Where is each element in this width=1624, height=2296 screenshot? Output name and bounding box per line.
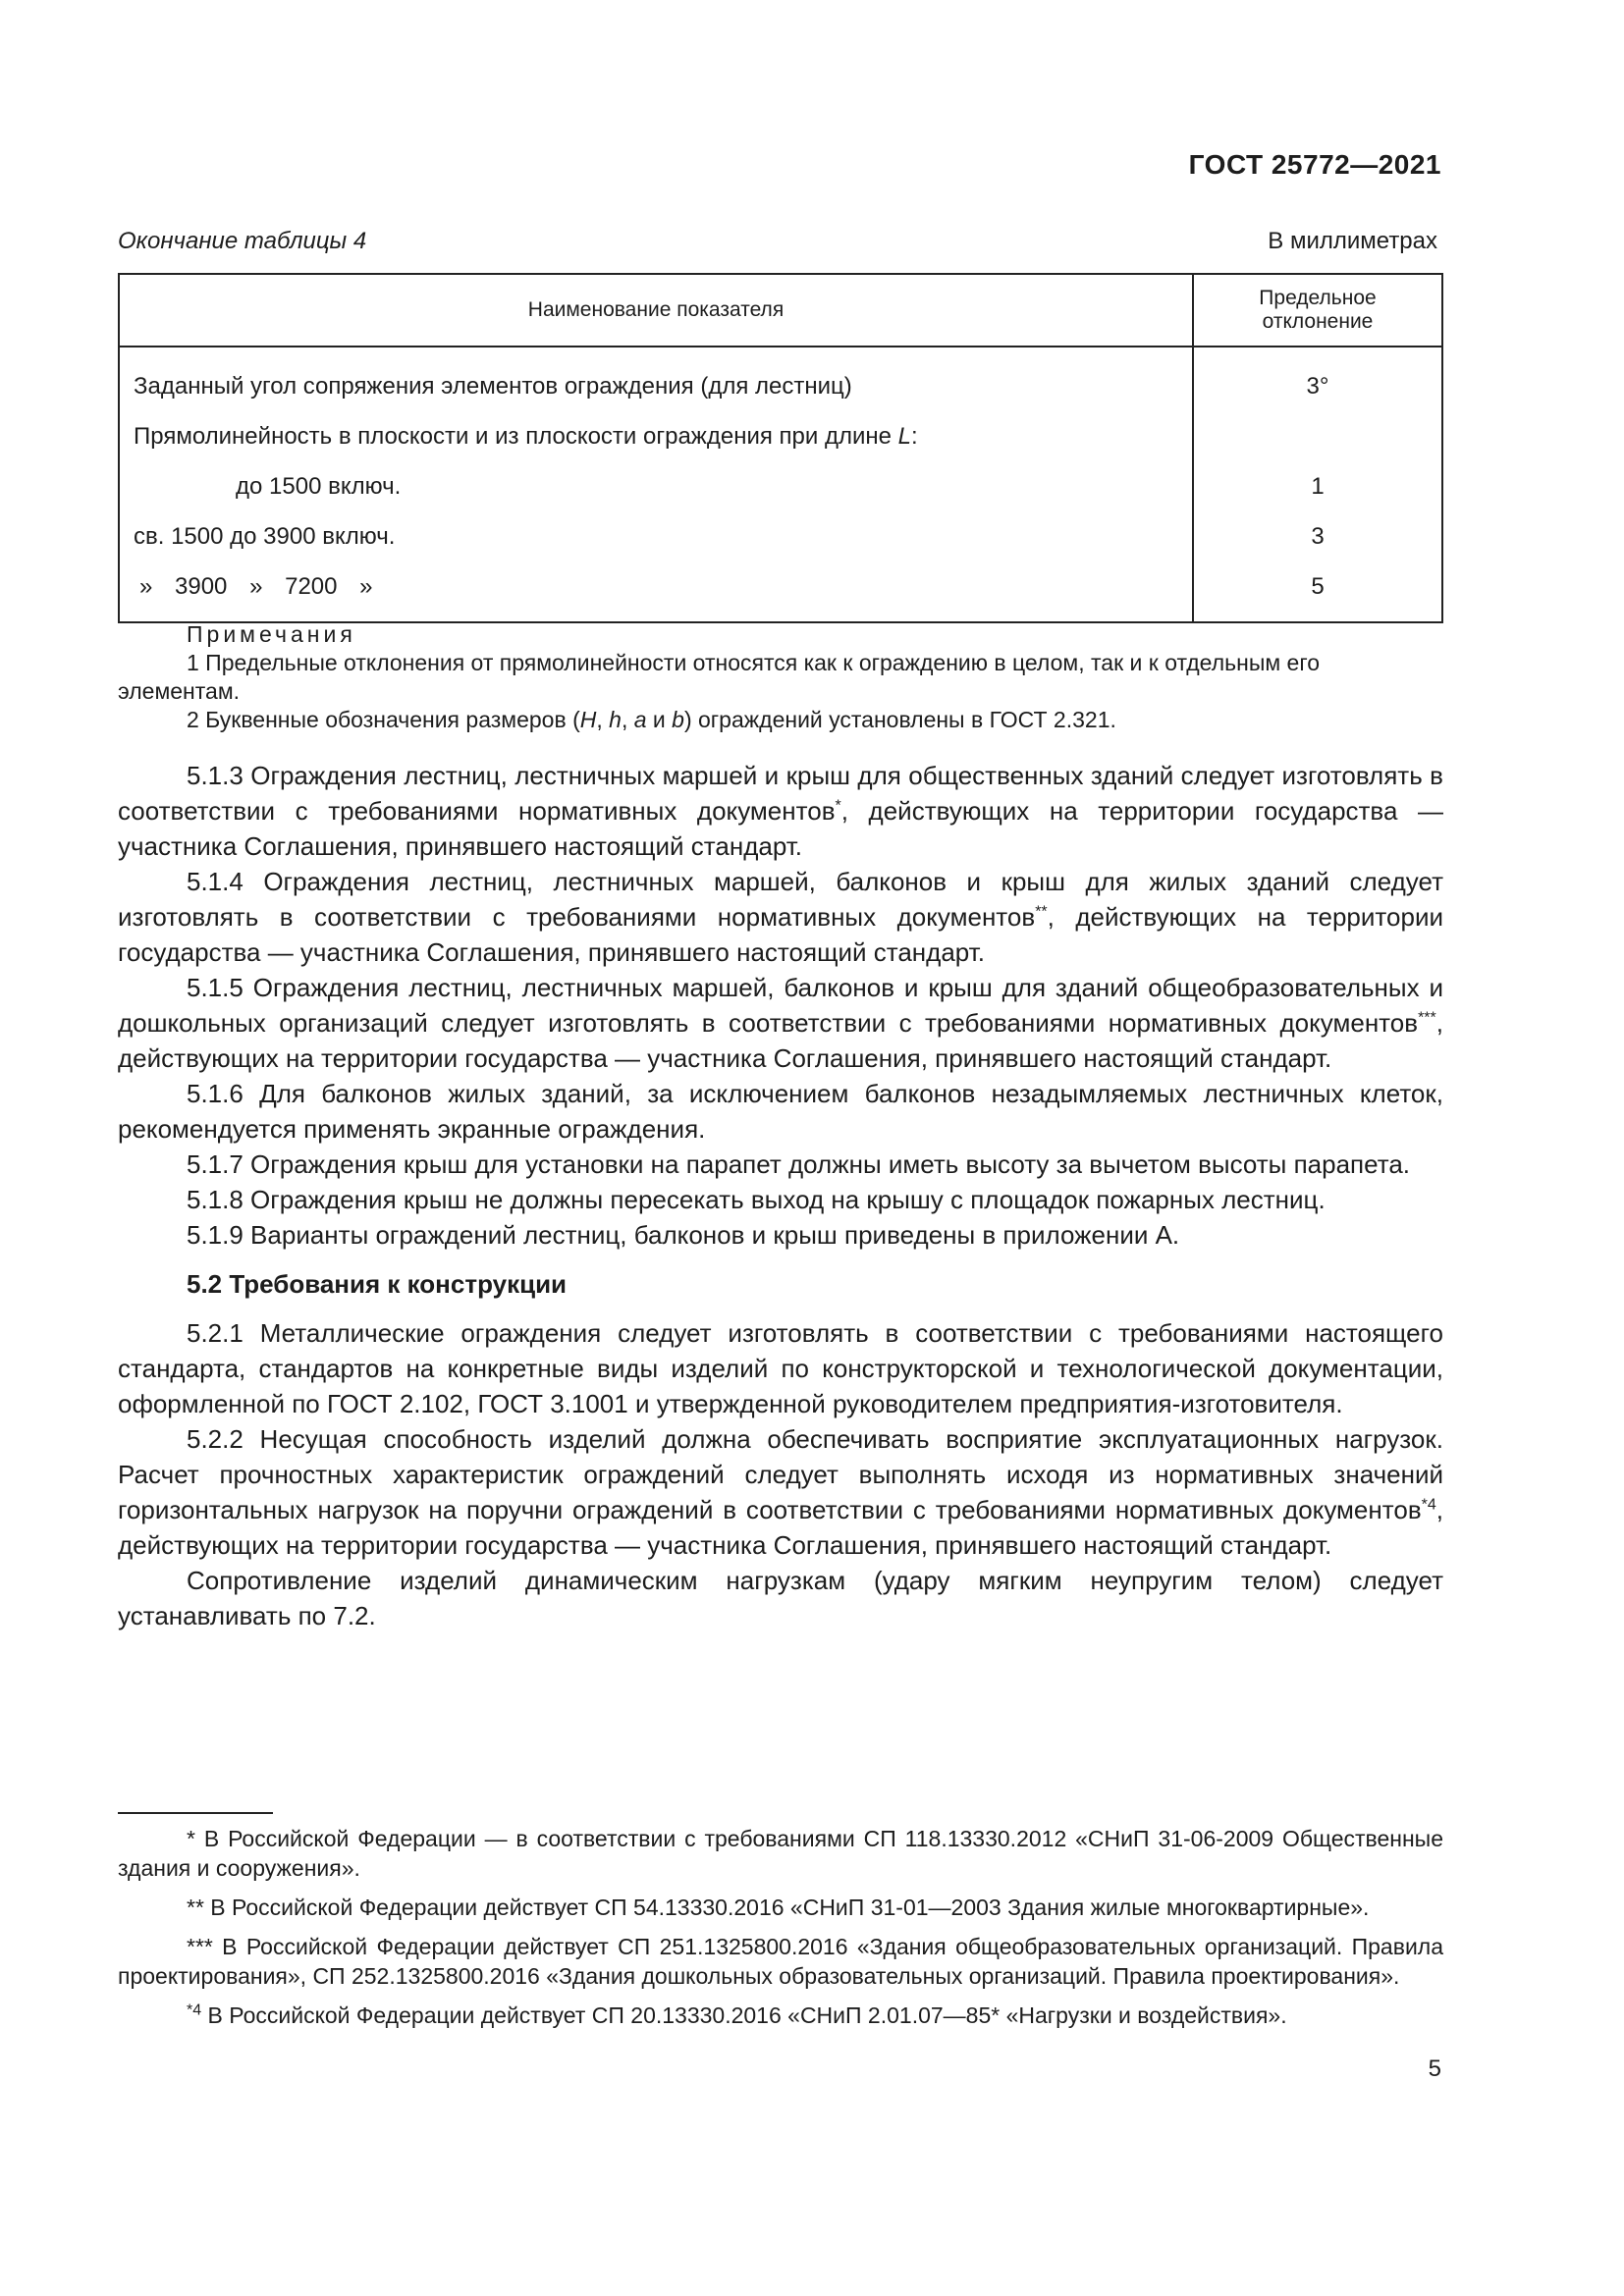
footnote: * В Российской Федерации — в соответствии с требованиями СП 118.13330.2012 «СНиП 31-06-2009 Общественные здания и сооружения». [118,1826,1443,1881]
note-2: 2 Буквенные обозначения размеров (H, h, a и b) ограждений установлены в ГОСТ 2.321. [187,707,1116,732]
tolerance-table [118,273,1443,623]
table-row [119,347,1442,411]
section-heading-5-2: 5.2 Требования к конструкции [187,1269,568,1299]
page-number: 5 [1428,2056,1441,2082]
indicator-cell: Заданный угол сопряжения элементов ограждения (для лестниц) [119,347,1193,411]
clause-5-1-8: 5.1.8 Ограждения крыш не должны пересекать выход на крышу с площадок пожарных лестниц. [187,1185,1326,1214]
clause-5-1-4: 5.1.4 Ограждения лестниц, лестничных маршей, балконов и крыш для жилых зданий следует изготовлять в соответствии с требованиями нормативных документов**, действующих на территории государства — участника Соглашения, принявшего настоящий стандарт. [118,867,1443,967]
footnote: $^{*4}$ В Российской Федерации действует СП 20.13330.2016 «СНиП 2.01.07—85* «Нагрузки и воздействия». [187,2002,1287,2028]
deviation-cell [1193,411,1442,461]
footnote: ** В Российской Федерации действует СП 54.13330.2016 «СНиП 31-01—2003 Здания жилые многоквартирные». [187,1895,1370,1920]
indicator-cell: Прямолинейность в плоскости и из плоскости ограждения при длине L: [119,411,1193,461]
table-notes [118,620,1443,734]
footnote-separator [118,1812,273,1814]
table-units: В миллиметрах [1268,228,1437,254]
clause-5-1-9: 5.1.9 Варианты ограждений лестниц, балконов и крыш приведены в приложении А. [187,1220,1180,1250]
clause-5-2-1: 5.2.1 Металлические ограждения следует изготовлять в соответствии с требованиями настоящего стандарта, стандартов на конкретные виды изделий по конструкторской и технологической документации, оформленной по ГОСТ 2.102, ГОСТ 3.1001 и утвержденной руководителем предприятия-изготовителя. [118,1318,1443,1418]
indicator-cell: св. 1500 до 3900 включ. [119,511,1193,561]
deviation-cell: 5 [1193,561,1442,622]
standard-code: ГОСТ 25772—2021 [1188,149,1441,180]
table-row [119,561,1442,622]
footnote: *** В Российской Федерации действует СП 251.1325800.2016 «Здания общеобразовательных организаций. Правила проектирования», СП 252.1325800.2016 «Здания дошкольных образовательных организаций. Правила проектирования». [118,1934,1443,1989]
clause-5-1-6: 5.1.6 Для балконов жилых зданий, за исключением балконов незадымляемых лестничных клеток, рекомендуется применять экранные ограждения. [118,1079,1443,1144]
clause-5-2-2: 5.2.2 Несущая способность изделий должна обеспечивать восприятие эксплуатационных нагрузок. Расчет прочностных характеристик ограждений следует выполнять исходя из нормативных значений горизонтальных нагрузок на поручни ограждений в соответствии с требованиями нормативных документов$^{*4}$, действующих на территории государства — участника Соглашения, принявшего настоящий стандарт. [118,1424,1443,1560]
table-row [119,411,1442,461]
table-caption: Окончание таблицы 4 [118,228,367,254]
notes-heading: Примечания [187,621,356,647]
footnotes [118,1824,1443,2040]
table-header-row [119,274,1442,347]
deviation-cell: 1 [1193,461,1442,511]
clause-5-2-2-paragraph-2: Сопротивление изделий динамическим нагрузкам (удару мягким неупругим телом) следует устанавливать по 7.2. [118,1566,1443,1630]
clause-5-1-5: 5.1.5 Ограждения лестниц, лестничных маршей, балконов и крыш для зданий общеобразовательных и дошкольных организаций следует изготовлять в соответствии с требованиями нормативных документов***, действующих на территории государства — участника Соглашения, принявшего настоящий стандарт. [118,973,1443,1073]
deviation-cell: 3 [1193,511,1442,561]
document-body [118,758,1443,1633]
clause-5-1-3: 5.1.3 Ограждения лестниц, лестничных маршей и крыш для общественных зданий следует изготовлять в соответствии с требованиями нормативных документов*, действующих на территории государства — участника Соглашения, принявшего настоящий стандарт. [118,761,1443,861]
note-1: 1 Предельные отклонения от прямолинейности относятся как к ограждению в целом, так и к отдельным его элементам. [118,650,1321,704]
indicator-cell: до 1500 включ. [119,461,1193,511]
table-row [119,461,1442,511]
indicator-cell: » 3900 » 7200 » [119,561,1193,622]
table-row [119,511,1442,561]
column-header-indicator: Наименование показателя [119,274,1193,347]
column-header-deviation: Предельное отклонение [1193,274,1442,347]
clause-5-1-7: 5.1.7 Ограждения крыш для установки на парапет должны иметь высоту за вычетом высоты парапета. [187,1149,1411,1179]
deviation-cell: 3° [1193,347,1442,411]
